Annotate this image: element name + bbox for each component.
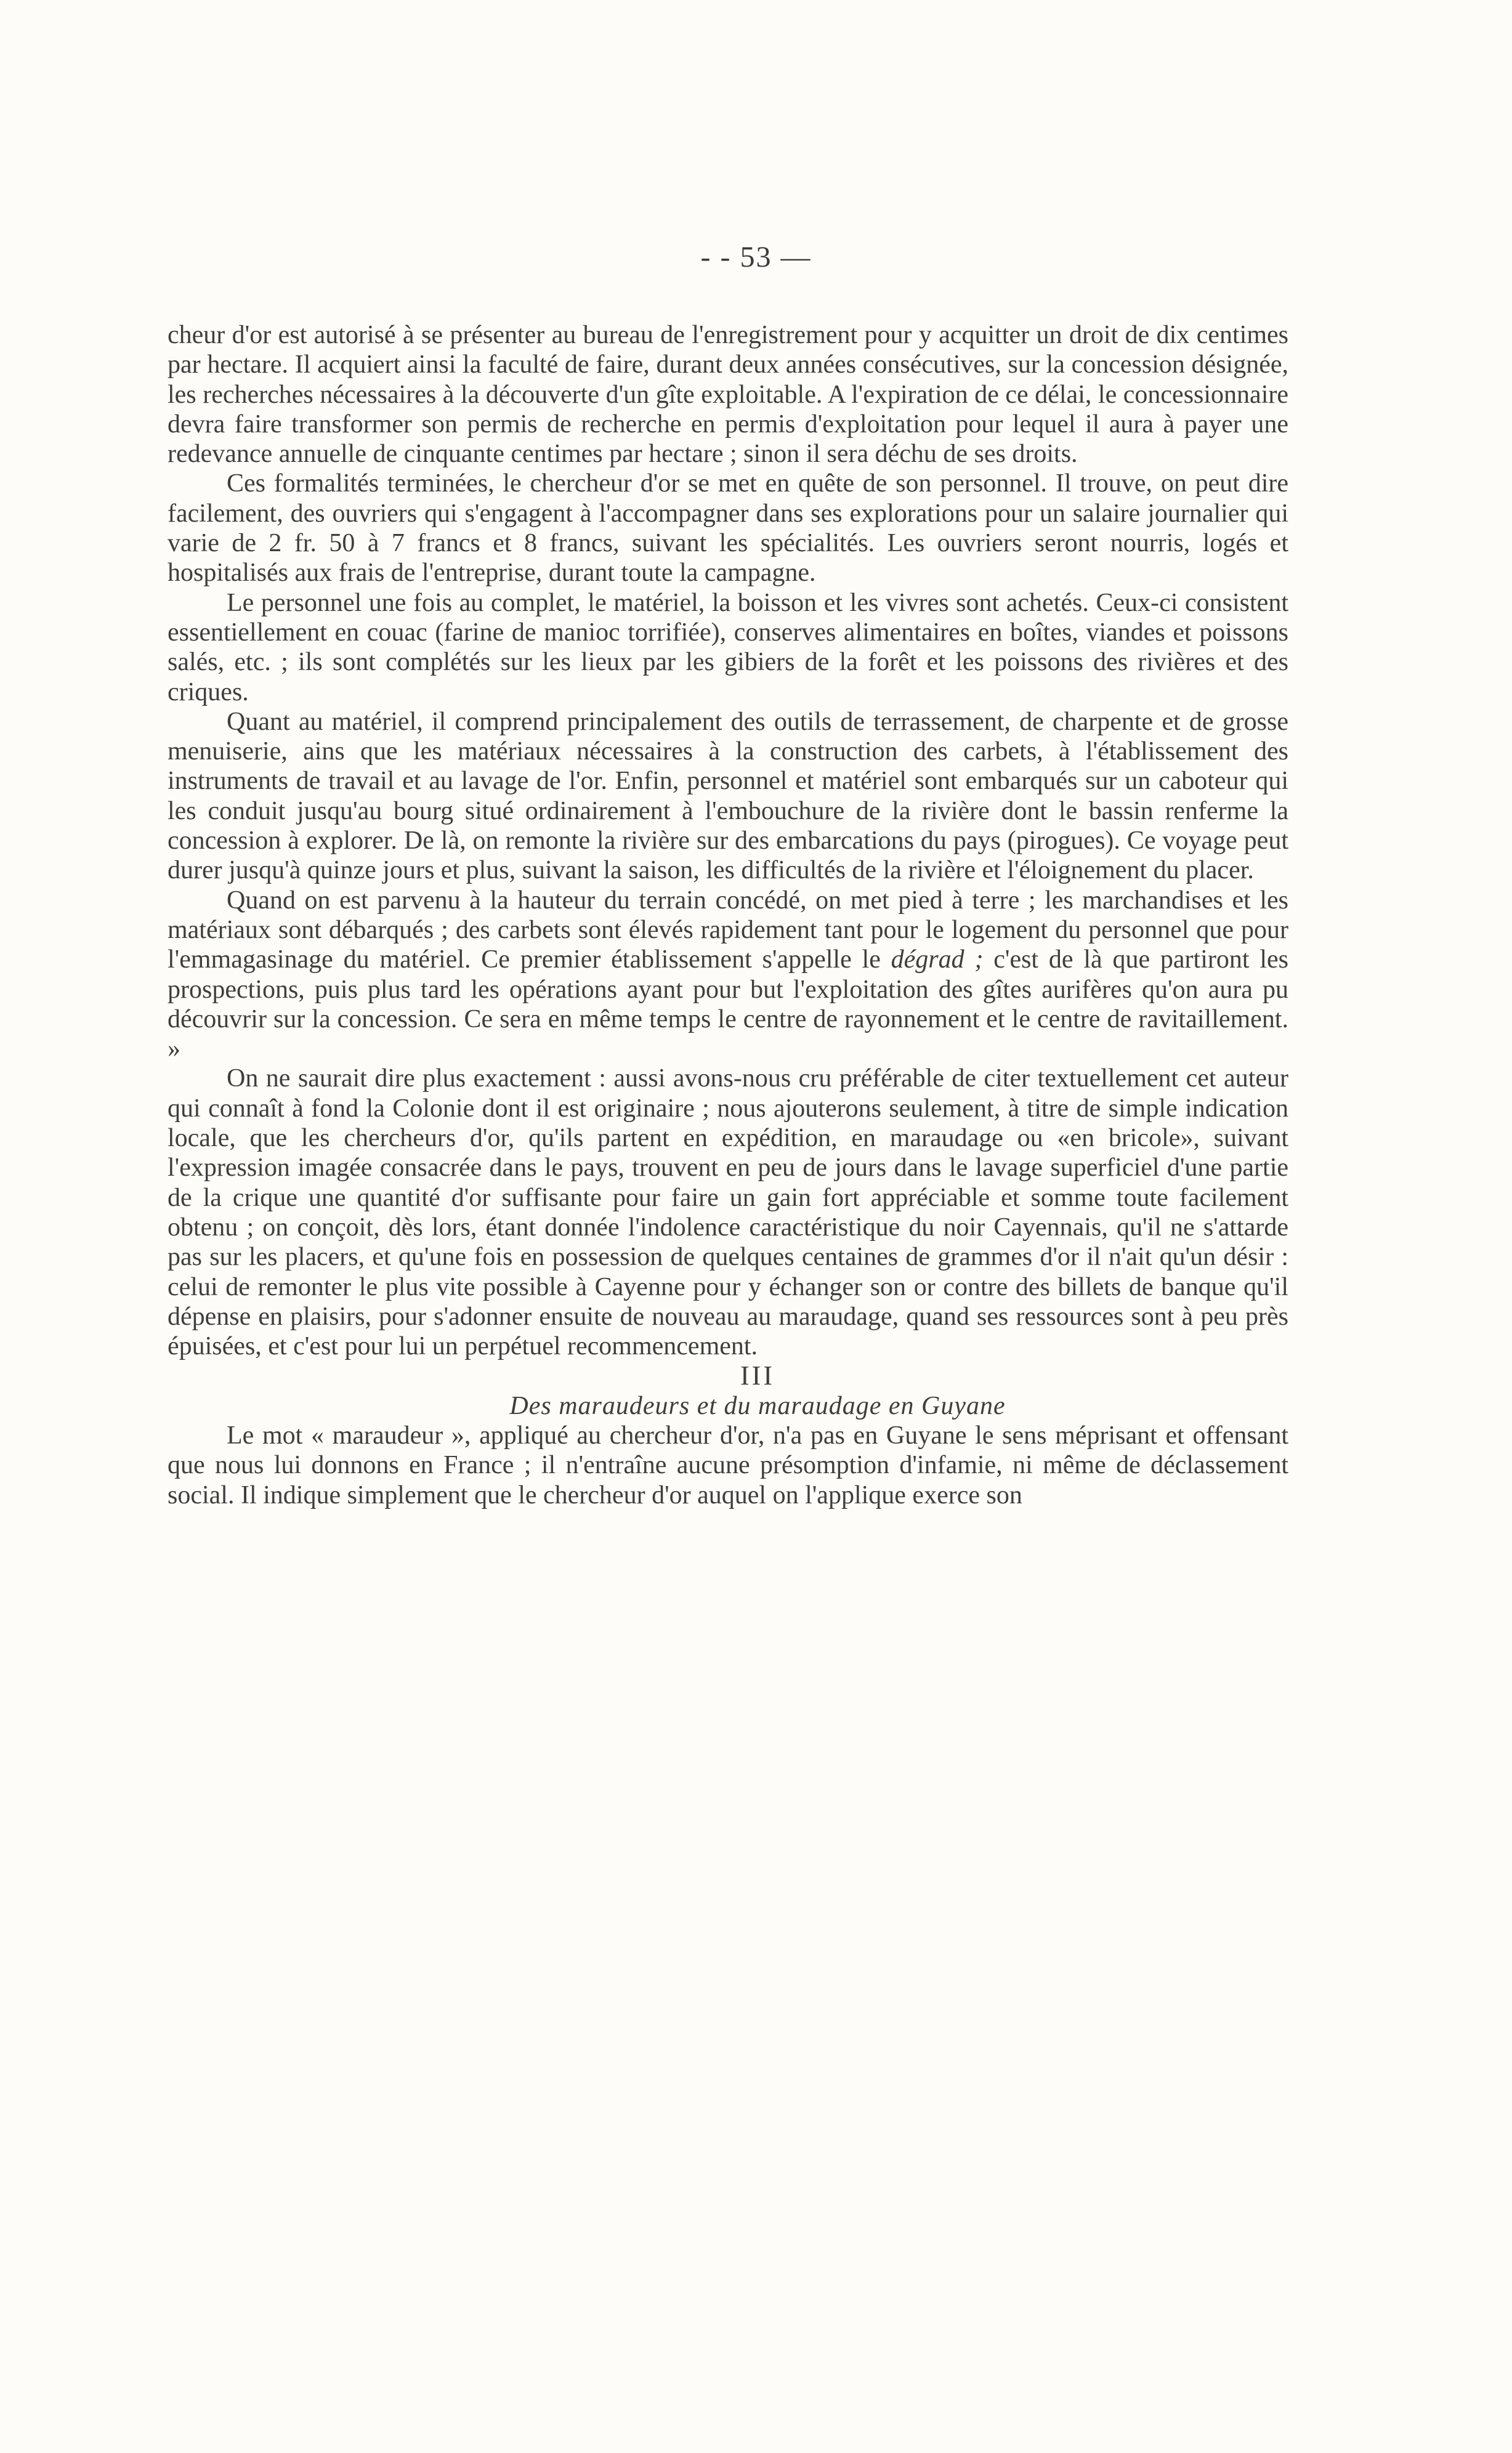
paragraph-2: Ces formalités terminées, le chercheur d'or se met en quête de son personnel. Il trouve, on peut dire facilement, des ouvriers qui s'engagent à l'accompagner dans ses explorations pour un salaire journalier qui varie de 2 fr. 50 à 7 francs et 8 francs, suivant les spécialités. Les ouvriers seront nourris, logés et hospitalisés aux frais de l'entreprise, durant toute la campagne.: [168, 469, 1288, 588]
paragraph-1: cheur d'or est autorisé à se présenter au bureau de l'enregistrement pour y acquitter un droit de dix centimes par hectare. Il acquiert ainsi la faculté de faire, durant deux années consécutives, sur la concession désignée, les recherches nécessaires à la découverte d'un gîte exploitable. A l'expiration de ce délai, le concessionnaire devra faire transformer son permis de recherche en permis d'exploitation pour lequel il aura à payer une redevance annuelle de cinquante centimes par hectare ; sinon il sera déchu de ses droits.: [168, 321, 1288, 469]
paragraph-3: Le personnel une fois au complet, le matériel, la boisson et les vivres sont achetés. Ceux-ci consistent essentiellement en couac (farine de manioc torrifiée), conserves alimentaires en boîtes, viandes et poissons salés, etc. ; ils sont complétés sur les lieux par les gibiers de la forêt et les poissons des rivières et des criques.: [168, 588, 1288, 706]
paragraph-5-part2: c'est de là que partiront les prospections, puis plus tard les opérations ayant pour but l'exploitation des gîtes aurifères qu'on aura pu découvrir sur la concession. Ce sera en même temps le centre de rayonnement et le centre de ravitaillement. »: [168, 945, 1288, 1064]
paragraph-5-italic-term: dégrad ;: [891, 945, 984, 974]
section-number: III: [740, 1360, 775, 1391]
paragraph-5-part1: Quand on est parvenu à la hauteur du terrain concédé, on met pied à terre ; les marchandises et les matériaux sont débarqués ; des carbets sont élevés rapidement tant pour le logement du personnel que pour l'emmagasinage du matériel. Ce premier établissement s'appelle le: [168, 886, 1288, 974]
paragraph-5: [168, 886, 1288, 1064]
body-text: [168, 320, 1288, 1510]
section-title: Des maraudeurs et du maraudage en Guyane: [509, 1391, 1006, 1420]
paragraph-6: On ne saurait dire plus exactement : aussi avons-nous cru préférable de citer textuellement cet auteur qui connaît à fond la Colonie dont il est originaire ; nous ajouterons seulement, à titre de simple indication locale, que les chercheurs d'or, qu'ils partent en expédition, en maraudage ou «en bricole», suivant l'expression imagée consacrée dans le pays, trouvent en peu de jours dans le lavage superficiel d'une partie de la crique une quantité d'or suffisante pour faire un gain fort appréciable et somme toute facilement obtenu ; on conçoit, dès lors, étant donnée l'indolence caractéristique du noir Cayennais, qu'il ne s'attarde pas sur les placers, et qu'une fois en possession de quelques centaines de grammes d'or il n'ait qu'un désir : celui de remonter le plus vite possible à Cayenne pour y échanger son or contre des billets de banque qu'il dépense en plaisirs, pour s'adonner ensuite de nouveau au maraudage, quand ses ressources sont à peu près épuisées, et c'est pour lui un perpétuel recommencement.: [168, 1064, 1288, 1361]
page-number: - - 53 —: [700, 241, 812, 273]
paragraph-7: Le mot « maraudeur », appliqué au chercheur d'or, n'a pas en Guyane le sens méprisant et offensant que nous lui donnons en France ; il n'entraîne aucune présomption d'infamie, ni même de déclassement social. Il indique simplement que le chercheur d'or auquel on l'applique exerce son: [168, 1421, 1288, 1509]
paragraph-4: Quant au matériel, il comprend principalement des outils de terrassement, de charpente et de grosse menuiserie, ains que les matériaux nécessaires à la construction des carbets, à l'établissement des instruments de travail et au lavage de l'or. Enfin, personnel et matériel sont embarqués sur un caboteur qui les conduit jusqu'au bourg situé ordinairement à l'embouchure de la rivière dont le bassin renferme la concession à explorer. De là, on remonte la rivière sur des embarcations du pays (pirogues). Ce voyage peut durer jusqu'à quinze jours et plus, suivant la saison, les difficultés de la rivière et l'éloignement du placer.: [168, 707, 1288, 885]
